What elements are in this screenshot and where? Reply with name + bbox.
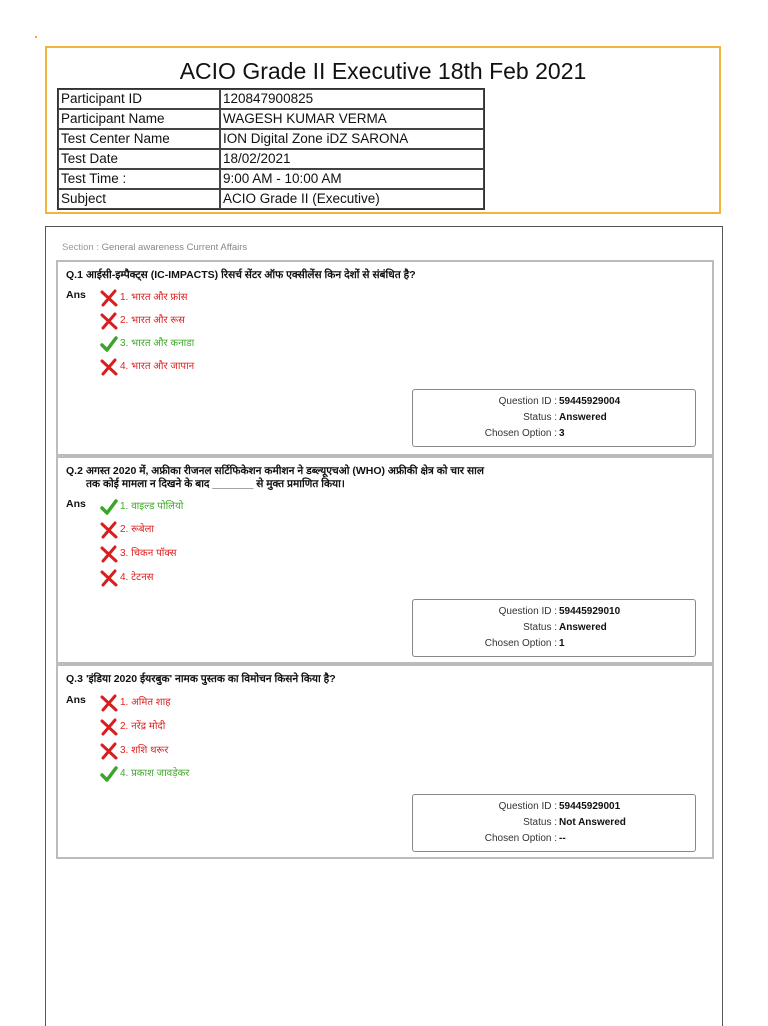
info-value: ACIO Grade II (Executive) <box>220 189 484 209</box>
question-number: Q.2 <box>66 465 83 477</box>
option-text: 3. शशि थरूर <box>120 745 169 756</box>
info-label: Participant ID <box>58 89 220 109</box>
cross-icon <box>100 742 118 760</box>
question-number: Q.3 <box>66 673 83 685</box>
question-block <box>56 260 714 456</box>
info-row-test-time <box>58 169 484 189</box>
chosen-option-label: Chosen Option : <box>484 833 557 844</box>
cross-icon <box>100 694 118 712</box>
checkmark-icon <box>100 335 118 353</box>
chosen-option-label: Chosen Option : <box>484 638 557 649</box>
info-row-participant-name <box>58 109 484 129</box>
cross-icon <box>100 521 118 539</box>
question-line: तक कोई मामला न दिखने के बाद _______ से मुक्त प्रमाणित किया। <box>86 478 345 490</box>
option-text: 4. प्रकाश जावड़ेकर <box>120 768 190 779</box>
info-row-test-center <box>58 129 484 149</box>
info-row-subject <box>58 189 484 209</box>
info-value: 9:00 AM - 10:00 AM <box>220 169 484 189</box>
chosen-option-label: Chosen Option : <box>484 428 557 439</box>
ans-label: Ans <box>66 694 86 706</box>
info-label: Test Center Name <box>58 129 220 149</box>
section-label <box>62 242 247 253</box>
cross-icon <box>100 545 118 563</box>
question-id-label: Question ID : <box>498 396 557 407</box>
checkmark-icon <box>100 765 118 783</box>
question-id-label: Question ID : <box>498 606 557 617</box>
info-label: Test Time : <box>58 169 220 189</box>
option-text: 3. चिकन पॉक्स <box>120 548 177 559</box>
question-line: आईसी-इम्पैक्ट्स (IC-IMPACTS) रिसर्च सेंटर ऑफ एक्सीलेंस किन देशों से संबंधित है? <box>86 269 416 281</box>
info-row-test-date <box>58 149 484 169</box>
question-text <box>66 269 686 282</box>
question-meta-box <box>412 794 696 852</box>
option-text: 2. रूबेला <box>120 524 154 535</box>
question-id-label: Question ID : <box>498 801 557 812</box>
status-value: Answered <box>559 412 607 423</box>
chosen-option-value: 3 <box>559 428 565 439</box>
ans-label: Ans <box>66 498 86 510</box>
info-label: Test Date <box>58 149 220 169</box>
section-prefix: Section : <box>62 242 99 253</box>
info-value: 120847900825 <box>220 89 484 109</box>
question-text <box>66 673 686 686</box>
exam-title: ACIO Grade II Executive 18th Feb 2021 <box>179 58 587 84</box>
info-value: ION Digital Zone iDZ SARONA <box>220 129 484 149</box>
decorative-dot <box>35 36 37 38</box>
info-value: 18/02/2021 <box>220 149 484 169</box>
option-text: 2. भारत और रूस <box>120 315 185 326</box>
candidate-info-table <box>57 88 485 210</box>
info-value: WAGESH KUMAR VERMA <box>220 109 484 129</box>
question-id-value: 59445929010 <box>559 606 621 617</box>
question-block <box>56 664 714 859</box>
ans-label: Ans <box>66 289 86 301</box>
question-meta-box <box>412 389 696 447</box>
option-text: 2. नरेंद्र मोदी <box>120 721 166 732</box>
section-name: General awareness Current Affairs <box>101 242 248 253</box>
chosen-option-value: -- <box>559 833 566 844</box>
info-label: Subject <box>58 189 220 209</box>
question-number: Q.1 <box>66 269 83 281</box>
option-text: 3. भारत और कनाडा <box>120 338 195 349</box>
status-value: Not Answered <box>559 817 626 828</box>
info-row-participant-id <box>58 89 484 109</box>
cross-icon <box>100 289 118 307</box>
option-text: 1. भारत और फ्रांस <box>120 292 188 303</box>
cross-icon <box>100 358 118 376</box>
option-text: 1. अमित शाह <box>120 697 171 708</box>
option-text: 1. वाइल्ड पोलियो <box>120 501 184 512</box>
status-value: Answered <box>559 622 607 633</box>
checkmark-icon <box>100 498 118 516</box>
chosen-option-value: 1 <box>559 638 565 649</box>
answer-sheet <box>45 226 723 1026</box>
info-label: Participant Name <box>58 109 220 129</box>
cross-icon <box>100 718 118 736</box>
question-text <box>66 465 686 491</box>
question-line: 'इंडिया 2020 ईयरबुक' नामक पुस्तक का विमोचन किसने किया है? <box>86 673 336 685</box>
question-block <box>56 456 714 664</box>
cross-icon <box>100 312 118 330</box>
cross-icon <box>100 569 118 587</box>
question-meta-box <box>412 599 696 657</box>
status-label: Status : <box>523 622 557 633</box>
status-label: Status : <box>523 412 557 423</box>
candidate-header-box <box>45 46 721 214</box>
question-id-value: 59445929001 <box>559 801 621 812</box>
status-label: Status : <box>523 817 557 828</box>
option-text: 4. भारत और जापान <box>120 361 195 372</box>
option-text: 4. टेटनस <box>120 572 154 583</box>
question-line: अगस्त 2020 में, अफ्रीका रीजनल सर्टिफिकेशन कमीशन ने डब्ल्यूएचओ (WHO) अफ्रीकी क्षेत्र को चार साल <box>86 465 484 477</box>
question-id-value: 59445929004 <box>559 396 621 407</box>
